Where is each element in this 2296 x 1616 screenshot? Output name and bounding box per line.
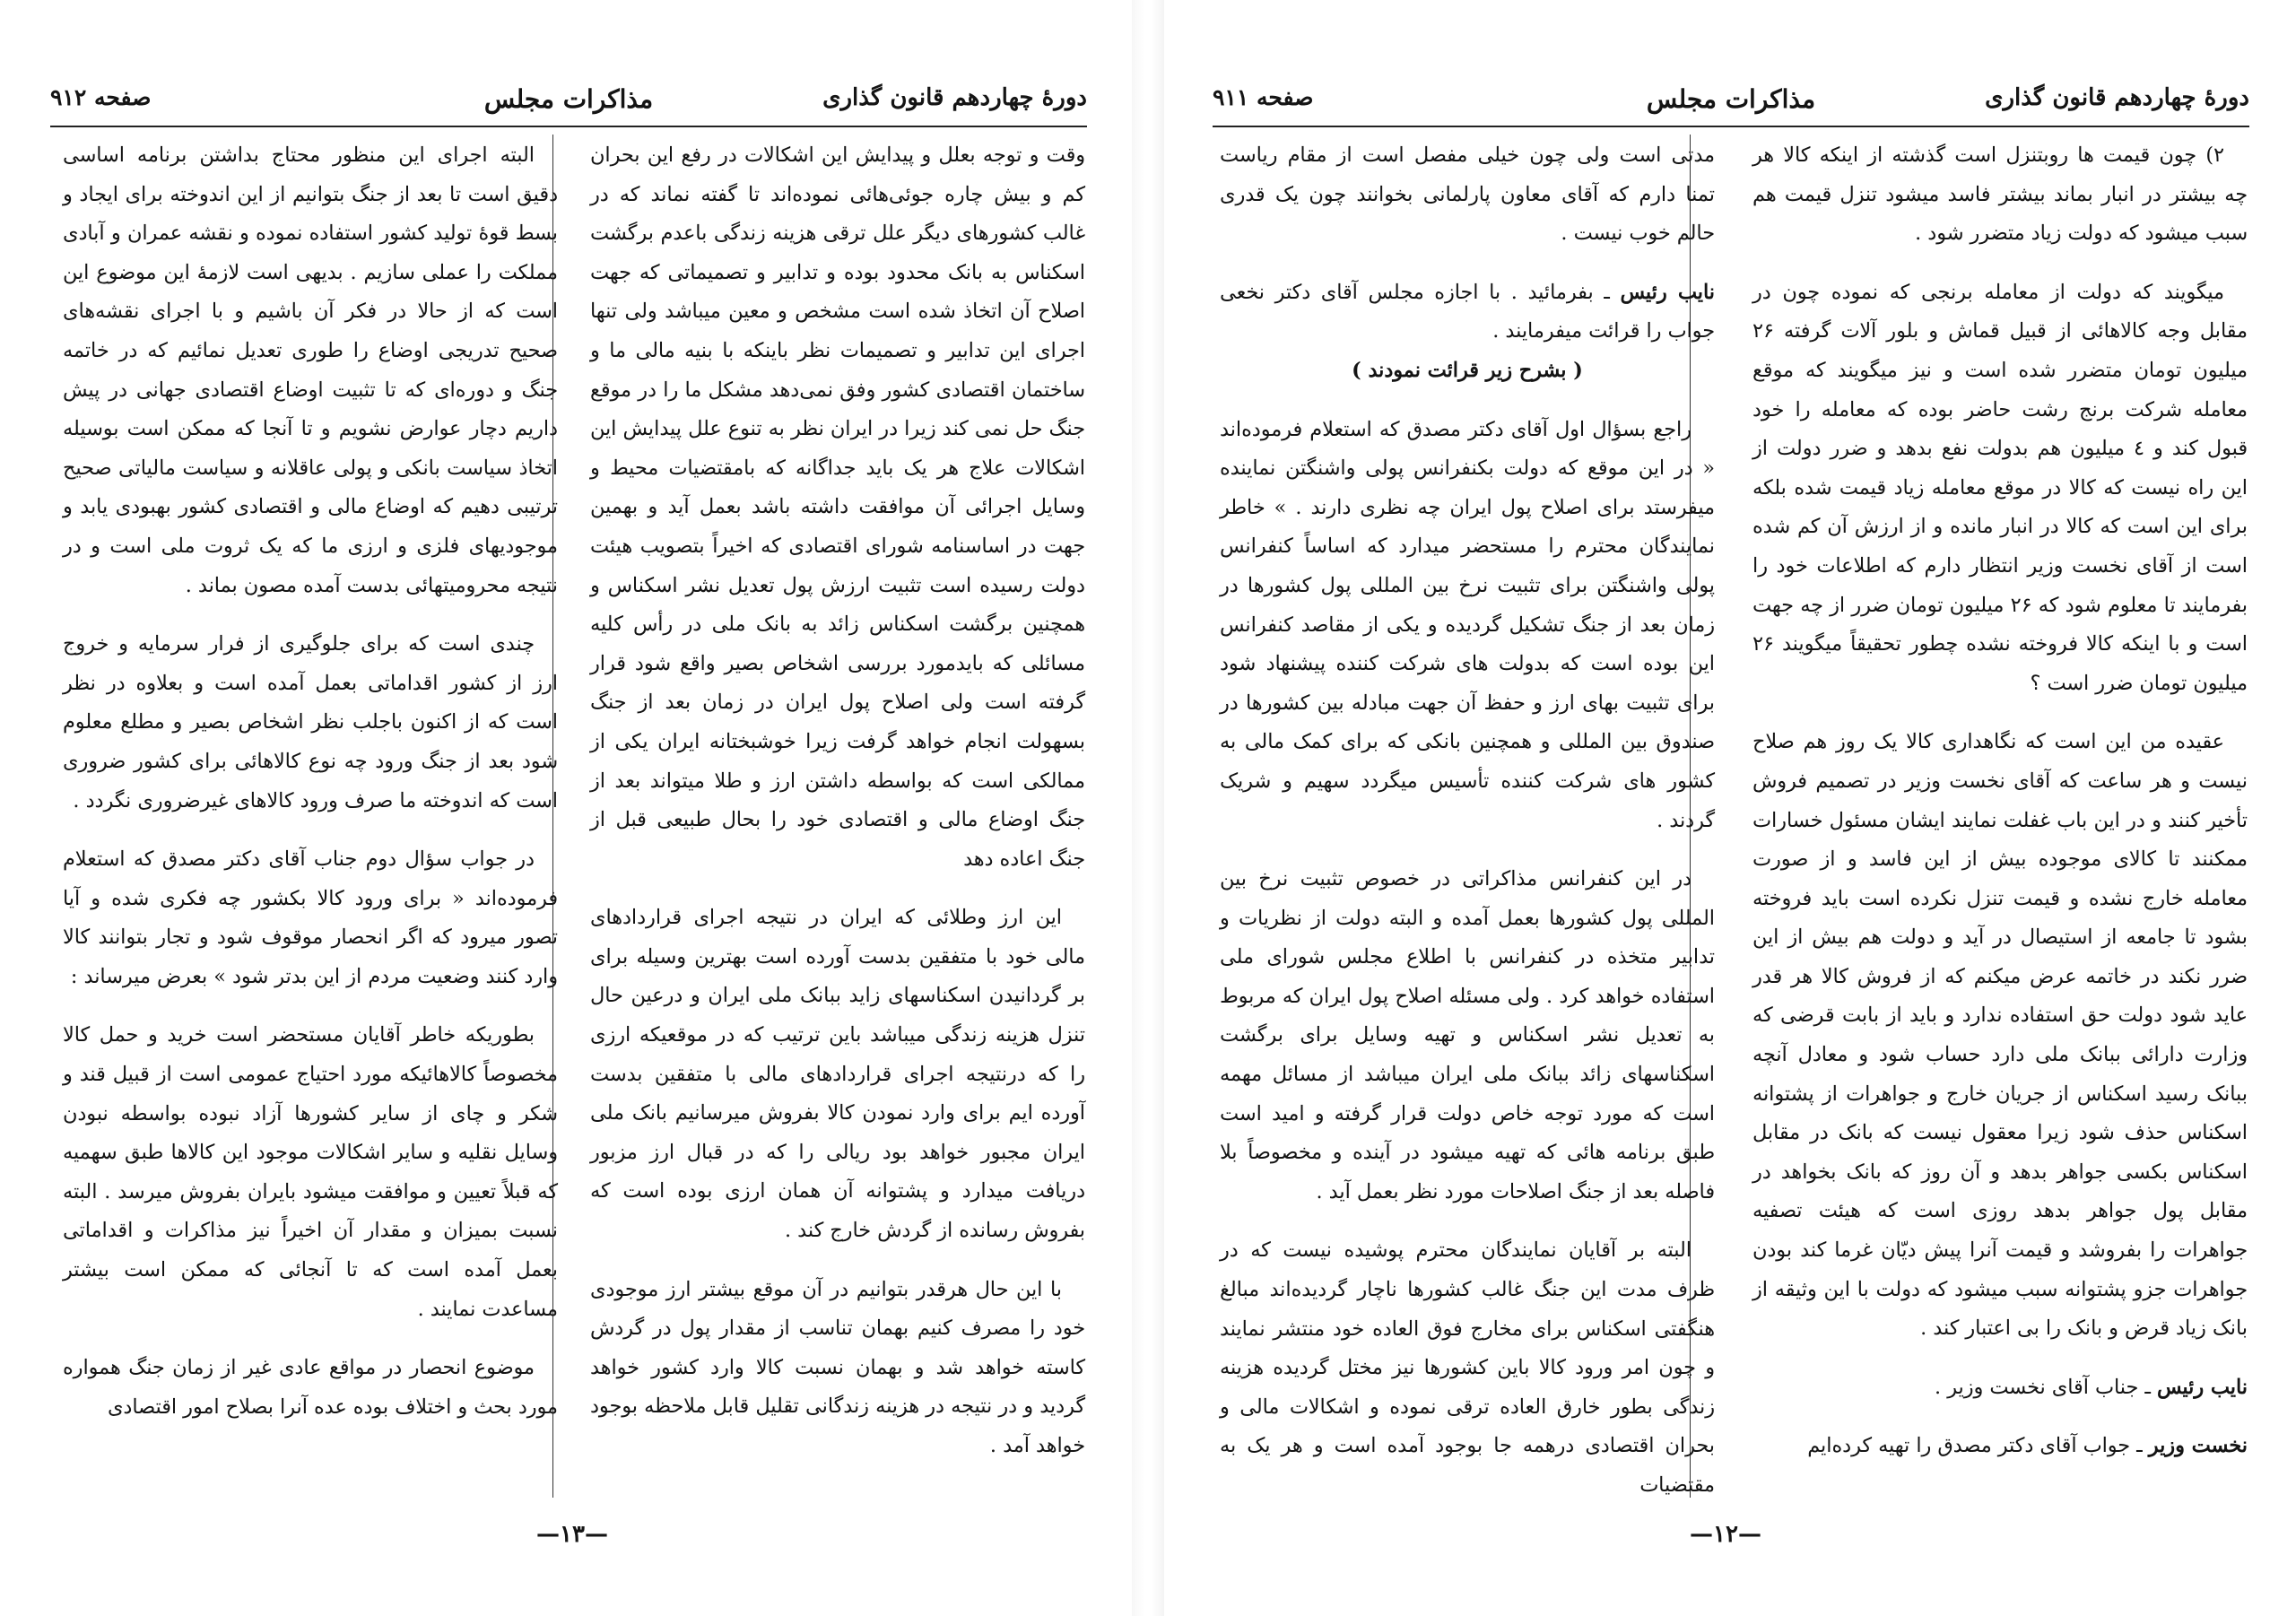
page-header <box>50 84 1087 131</box>
paragraph: میگویند که دولت از معامله برنجی که نموده چون در مقابل وجه کالاهائی از قبیل قماش و بلور آلات گرفته ۲۶ میلیون تومان متضرر شده است و نیز میگویند که موقع معامله شرکت برنج رشت حاضر بوده که معامله را خود قبول کند و ٤ میلیون هم بدولت نفع بدهد و ضرر دولت از این راه نیست که کالا در موقع معامله زیاد قیمت شده بلکه برای این است که کالا در انبار مانده و از ارزش آن کم شده است از آقای نخست وزیر انتظار دارم که اطلاعات خود را بفرمایند تا معلوم شود که ۲۶ میلیون تومان ضرر از چه جهت است و با اینکه کالا فروخته نشده چطور تحقیقاً میگویند ۲۶ میلیون تومان ضرر است ؟ <box>1752 280 2248 695</box>
paragraph: موضوع انحصار در مواقع عادی غیر از زمان جنگ همواره مورد بحث و اختلاف بوده عده آنرا بصلاح امور اقتصادی <box>63 1356 558 1419</box>
folio-number: —۱۲— <box>1690 1521 1761 1548</box>
paragraph: مدتی است ولی چون خیلی مفصل است از مقام ریاست تمنا دارم که آقای معاون پارلمانی بخوانند چون یک قدری حالم خوب نیست . <box>1220 143 1715 246</box>
header-title: مذاکرات مجلس <box>483 84 654 114</box>
paragraph: چندی است که برای جلوگیری از فرار سرمایه و خروج ارز از کشور اقداماتی بعمل آمده است و بعلاوه در نظر است که از اکنون باجلب نظر اشخاص بصیر و مطلع معلوم شود بعد از جنگ ورود چه نوع کالاهائی برای کشور ضروری است که اندوخته ما صرف ورود کالاهای غیرضروری نگردد . <box>63 632 558 812</box>
paragraph: عقیده من این است که نگاهداری کالا یک روز هم صلاح نیست و هر ساعت که آقای نخست وزیر در تصمیم فروش تأخیر کنند و در این باب غفلت نمایند ایشان مسئول خسارات ممکنند تا کالای موجوده بیش از این فاسد و از صورت معامله خارج نشده و قیمت تنزل نکرده است باید فروخته بشود تا جامعه از استیصال در آید و دولت هم بیش از این ضرر نکند در خاتمه عرض میکنم که از فروش کالا هر قدر عاید شود دولت حق استفاده ندارد و باید از بابت قرضی که وزارت دارائی ببانک ملی دارد حساب شود و معادل آنچه ببانک رسید اسکناس از جریان خارج و جواهرات از پشتوانه اسکناس حذف شود زیرا معقول نیست که بانک در مقابل اسکناس بکسی جواهر بدهد و آن روز که بانک بخواهد در مقابل پول جواهر بدهد روزی است که هیئت تصفیه جواهرات را بفروشد و قیمت آنرا پیش دیّان غرما کند بودن جواهرات جزو پشتوانه سبب میشود که دولت با این وثیقه از بانک زیاد قرض و بانک را بی اعتبار کند . <box>1752 730 2248 1341</box>
speaker-line <box>1752 1368 2248 1408</box>
speaker-name: نخست وزیر <box>2148 1434 2248 1458</box>
text-column-right <box>590 136 1085 1481</box>
folio-number: —۱۳— <box>536 1521 608 1548</box>
header-rule <box>50 126 1087 127</box>
text-column-left <box>63 136 558 1481</box>
paragraph: راجع بسؤال اول آقای دکتر مصدق که استعلام فرموده‌اند « در این موقع که دولت بکنفرانس پولی واشنگتن نماینده میفرستد برای اصلاح پول ایران چه نظری دارند . » خاطر نمایندگان محترم را مستحضر میدارد که اساساً کنفرانس پولی واشنگتن برای تثبیت نرخ بین المللی پول کشورها در زمان بعد از جنگ تشکیل گردیده و یکی از مقاصد کنفرانس این بوده است که بدولت های شرکت کننده پیشنهاد شود برای تثبیت بهای ارز و حفظ آن جهت مبادله بین کشورها در صندوق بین المللی و همچنین بانکی که برای کمک مالی به کشور های شرکت کننده تأسیس میگردد سهیم و شریک گردند . <box>1220 417 1715 832</box>
speaker-text: ـ جناب آقای نخست وزیر . <box>1935 1375 2151 1399</box>
paragraph: ۲) چون قیمت ها روبتنزل است گذشته از اینکه کالا هر چه بیشتر در انبار بماند بیشتر فاسد میشود تنزل قیمت هم سبب میشود که دولت زیاد متضرر شود . <box>1752 143 2248 246</box>
text-column-left <box>1220 136 1715 1497</box>
speaker-name: نایب رئیس <box>1620 280 1715 304</box>
paragraph: البته اجرای این منظور محتاج بداشتن برنامه اساسی دقیق است تا بعد از جنگ بتوانیم از این اندوخته برای ایجاد و بسط قوهٔ تولید کشور استفاده نموده و نقشه عمران و آبادی مملکت را عملی سازیم . بدیهی است لازمهٔ این موضوع این است که از حالا در فکر آن باشیم و با اجرای نقشه‌های صحیح تدریجی اوضاع را طوری تعدیل نمائیم که در خاتمه جنگ و دوره‌ای که تا تثبیت اوضاع اقتصادی جهانی در پیش داریم دچار عوارض نشویم و تا آنجا که ممکن است بوسیله اتخاذ سیاست بانکی و پولی عاقلانه و سیاست مالیاتی صحیح ترتیبی دهیم که اوضاع مالی و اقتصادی کشور بهبودی یابد و موجودیهای فلزی و ارزی ما که یک ثروت ملی است و در نتیجه محرومیتهائی بدست آمده مصون بماند . <box>63 143 558 597</box>
header-title: مذاکرات مجلس <box>1646 84 1816 114</box>
session-series: دورهٔ چهاردهم قانون گذاری <box>822 84 1087 111</box>
paragraph: این ارز وطلائی که ایران در نتیجه اجرای قراردادهای مالی خود با متفقین بدست آورده است بهترین وسیله برای بر گردانیدن اسکناسهای زاید ببانک ملی ایران و درعین حال تنزل هزینه زندگی میباشد باین ترتیب که در موقعیکه ارزی را که درنتیجه اجرای قراردادهای مالی با متفقین بدست آورده ایم برای وارد نمودن کالا بفروش میرسانیم بانک ملی ایران مجبور خواهد بود ریالی را که در قبال ارز مزبور دریافت میدارد و پشتوانه آن همان ارزی بوده است که بفروش رسانده از گردش خارج کند . <box>590 906 1085 1243</box>
paragraph: در جواب سؤال دوم جناب آقای دکتر مصدق که استعلام فرموده‌اند « برای ورود کالا بکشور چه فکری شده و آیا تصور میرود که اگر انحصار موقوف شود و تجار بتوانند کالا وارد کنند وضعیت مردم از این بدتر شود » بعرض میرساند : <box>63 847 558 988</box>
paragraph: وقت و توجه بعلل و پیدایش این اشکالات در رفع این بحران کم و بیش چاره جوئی‌هائی نموده‌اند تا گفته نماند که در غالب کشورهای دیگر علل ترقی هزینه زندگی باعدم برگشت اسکناس به بانک محدود بوده و تدابیر و تصمیماتی که جهت اصلاح آن اتخاذ شده است مشخص و معین میباشد ولی تنها اجرای این تدابیر و تصمیمات نظر باینکه با بنیه مالی ما و ساختمان اقتصادی کشور وفق نمی‌دهد مشکل ما را در موقع جنگ حل نمی کند زیرا در ایران نظر به تنوع علل پیدایش این اشکالات علاج هر یک باید جداگانه که بامقتضیات محیط و وسایل اجرائی آن موافقت داشته باشد بعمل آید و بهمین جهت در اساسنامه شورای اقتصادی که اخیراً بتصویب هیئت دولت رسیده است تثبیت ارزش پول تعدیل نشر اسکناس و همچنین برگشت اسکناس زائد به بانک ملی در رأس کلیه مسائلی که بایدمورد بررسی اشخاص بصیر واقع شود قرار گرفته است ولی اصلاح پول ایران در زمان بعد از جنگ بسهولت انجام خواهد گرفت زیرا خوشبختانه ایران یکی از ممالکی است که بواسطه داشتن ارز و طلا میتواند بعد از جنگ اوضاع مالی و اقتصادی خود را بحال طبیعی قبل از جنگ اعاده دهد <box>590 143 1085 871</box>
header-rule <box>1213 126 2249 127</box>
speaker-line <box>1752 1427 2248 1466</box>
page-912 <box>0 0 1132 1616</box>
page-number: صفحه ۹۱۲ <box>50 84 152 110</box>
page-header <box>1213 84 2249 131</box>
page-911 <box>1164 0 2296 1616</box>
speaker-line <box>1220 274 1715 352</box>
speaker-name: نایب رئیس <box>2157 1375 2248 1399</box>
book-gutter <box>1132 0 1164 1616</box>
paragraph: در این کنفرانس مذاکراتی در خصوص تثبیت نرخ بین المللی پول کشورها بعمل آمده و البته دولت از نظریات و تدابیر متخذه در کنفرانس با اطلاع مجلس شورای ملی استفاده خواهد کرد . ولی مسئله اصلاح پول ایران که مربوط به تعدیل نشر اسکناس و تهیه وسایل برای برگشت اسکناسهای زائد ببانک ملی ایران میباشد از مسائل مهمه است که مورد توجه خاص دولت قرار گرفته و امید است طبق برنامه هائی که تهیه میشود در آینده و مخصوصاً بلا فاصله بعد از جنگ اصلاحات مورد نظر بعمل آید . <box>1220 867 1715 1203</box>
paragraph: البته بر آقایان نمایندگان محترم پوشیده نیست که در ظرف مدت این جنگ غالب کشورها ناچار گردیده‌اند مبالغ هنگفتی اسکناس برای مخارج فوق العاده خود منتشر نمایند و چون امر ورود کالا باین کشورها نیز مختل گردیده هزینه زندگی بطور خارق العاده ترقی نموده و اشکالات مالی و بحران اقتصادی درهمه جا بوجود آمده است و هر یک به مقتضیات <box>1220 1238 1715 1497</box>
reading-note: ( بشرح زیر قرائت نمودند ) <box>1352 358 1583 382</box>
speaker-text: ـ بفرمائید . با اجازه مجلس آقای دکتر نخعی جواب را قرائت میفرمایند . <box>1220 280 1715 343</box>
paragraph: با این حال هرقدر بتوانیم در آن موقع بیشتر ارز موجودی خود را مصرف کنیم بهمان تناسب از مقدار پول در گردش کاسته خواهد شد و بهمان نسبت کالا وارد کشور خواهد گردید و در نتیجه در هزینه زندگانی تقلیل قابل ملاحظه بوجود خواهد آمد . <box>590 1277 1085 1457</box>
session-series: دورهٔ چهاردهم قانون گذاری <box>1985 84 2249 111</box>
page-number: صفحه ۹۱۱ <box>1213 84 1314 110</box>
text-column-right <box>1752 136 2248 1481</box>
paragraph: بطوریکه خاطر آقایان مستحضر است خرید و حمل کالا مخصوصاً کالاهائیکه مورد احتیاج عمومی است از قبیل قند و شکر و چای از سایر کشورها آزاد نبوده بواسطه نبودن وسایل نقلیه و سایر اشکالات موجود این کالاها طبق سهمیه که قبلاً تعیین و موافقت میشود بایران بفروش میرسد . البته نسبت بمیزان و مقدار آن اخیراً نیز مذاکرات و اقداماتی بعمل آمده است که تا آنجائی که ممکن است بیشتر مساعدت نمایند . <box>63 1023 558 1321</box>
speaker-text: ـ جواب آقای دکتر مصدق را تهیه کرده‌ایم <box>1807 1434 2143 1458</box>
